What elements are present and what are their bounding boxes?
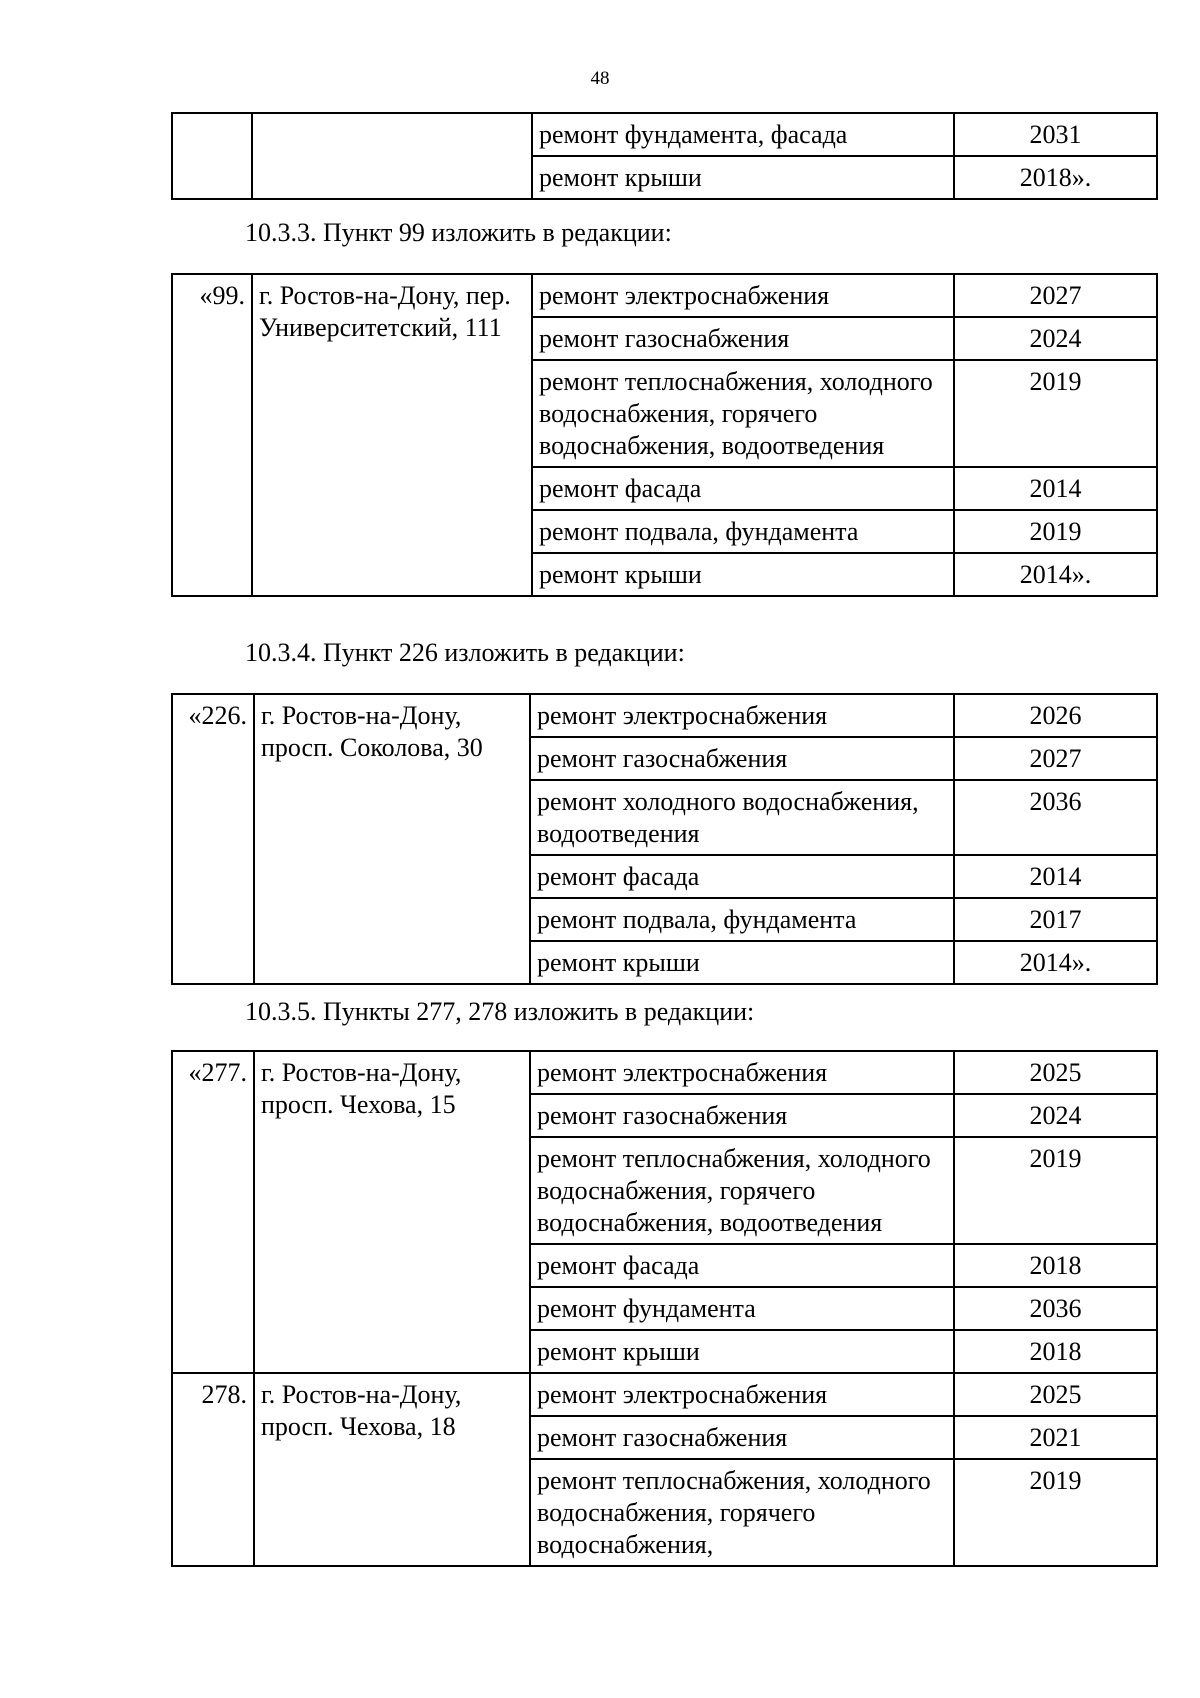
item-address: г. Ростов-на-Дону, просп. Чехова, 15 [254, 1051, 530, 1373]
work-cell: ремонт крыши [530, 941, 954, 984]
page-number: 48 [590, 68, 610, 89]
year-cell: 2018 [954, 1244, 1157, 1287]
year-cell: 2031 [954, 113, 1157, 156]
year-cell: 2017 [954, 898, 1157, 941]
year-cell: 2021 [954, 1416, 1157, 1459]
address-cell [252, 113, 532, 199]
item-number: «99. [172, 274, 252, 596]
continuation-table [171, 112, 1158, 200]
year-cell: 2024 [954, 317, 1157, 360]
year-cell: 2025 [954, 1373, 1157, 1416]
work-cell: ремонт фундамента, фасада [532, 113, 954, 156]
year-cell: 2014». [954, 941, 1157, 984]
work-cell: ремонт электроснабжения [530, 1373, 954, 1416]
work-cell: ремонт газоснабжения [530, 1416, 954, 1459]
section-heading: 10.3.3. Пункт 99 изложить в редакции: [245, 218, 672, 247]
year-cell: 2026 [954, 694, 1157, 737]
year-cell: 2019 [954, 1459, 1157, 1566]
number-cell [172, 113, 252, 199]
year-cell: 2014 [954, 467, 1157, 510]
table-row [172, 1373, 1157, 1416]
year-cell: 2018». [954, 156, 1157, 199]
work-cell: ремонт крыши [532, 156, 954, 199]
item-number: «226. [172, 694, 254, 984]
year-cell: 2027 [954, 274, 1157, 317]
item-address: г. Ростов-на-Дону, просп. Соколова, 30 [254, 694, 530, 984]
work-cell: ремонт электроснабжения [530, 1051, 954, 1094]
work-cell: ремонт подвала, фундамента [530, 898, 954, 941]
work-cell: ремонт крыши [530, 1330, 954, 1373]
table-row [172, 274, 1157, 317]
work-cell: ремонт теплоснабжения, холодного водоснабжения, горячего водоснабжения, водоотведения [532, 360, 954, 467]
table-row [172, 1051, 1157, 1094]
work-cell: ремонт газоснабжения [530, 1094, 954, 1137]
item-address: г. Ростов-на-Дону, просп. Чехова, 18 [254, 1373, 530, 1566]
table-row [172, 113, 1157, 156]
year-cell: 2014». [954, 553, 1157, 596]
work-cell: ремонт газоснабжения [532, 317, 954, 360]
year-cell: 2027 [954, 737, 1157, 780]
work-cell: ремонт фасада [530, 1244, 954, 1287]
item-address: г. Ростов-на-Дону, пер. Университетский, 111 [252, 274, 532, 596]
work-cell: ремонт теплоснабжения, холодного водоснабжения, горячего водоснабжения, водоотведения [530, 1137, 954, 1244]
year-cell: 2036 [954, 780, 1157, 855]
item-number: «277. [172, 1051, 254, 1373]
items-277-278-table [171, 1050, 1158, 1567]
year-cell: 2024 [954, 1094, 1157, 1137]
work-cell: ремонт газоснабжения [530, 737, 954, 780]
work-cell: ремонт теплоснабжения, холодного водоснабжения, горячего водоснабжения, [530, 1459, 954, 1566]
year-cell: 2025 [954, 1051, 1157, 1094]
section-heading: 10.3.4. Пункт 226 изложить в редакции: [245, 638, 685, 667]
year-cell: 2018 [954, 1330, 1157, 1373]
work-cell: ремонт холодного водоснабжения, водоотведения [530, 780, 954, 855]
year-cell: 2019 [954, 510, 1157, 553]
work-cell: ремонт подвала, фундамента [532, 510, 954, 553]
work-cell: ремонт фасада [530, 855, 954, 898]
item-226-table [171, 693, 1158, 985]
year-cell: 2019 [954, 360, 1157, 467]
work-cell: ремонт электроснабжения [532, 274, 954, 317]
section-heading: 10.3.5. Пункты 277, 278 изложить в редакции: [245, 997, 755, 1026]
work-cell: ремонт фасада [532, 467, 954, 510]
work-cell: ремонт крыши [532, 553, 954, 596]
table-row [172, 694, 1157, 737]
work-cell: ремонт фундамента [530, 1287, 954, 1330]
item-number: 278. [172, 1373, 254, 1566]
year-cell: 2019 [954, 1137, 1157, 1244]
year-cell: 2036 [954, 1287, 1157, 1330]
year-cell: 2014 [954, 855, 1157, 898]
work-cell: ремонт электроснабжения [530, 694, 954, 737]
item-99-table [171, 273, 1158, 597]
